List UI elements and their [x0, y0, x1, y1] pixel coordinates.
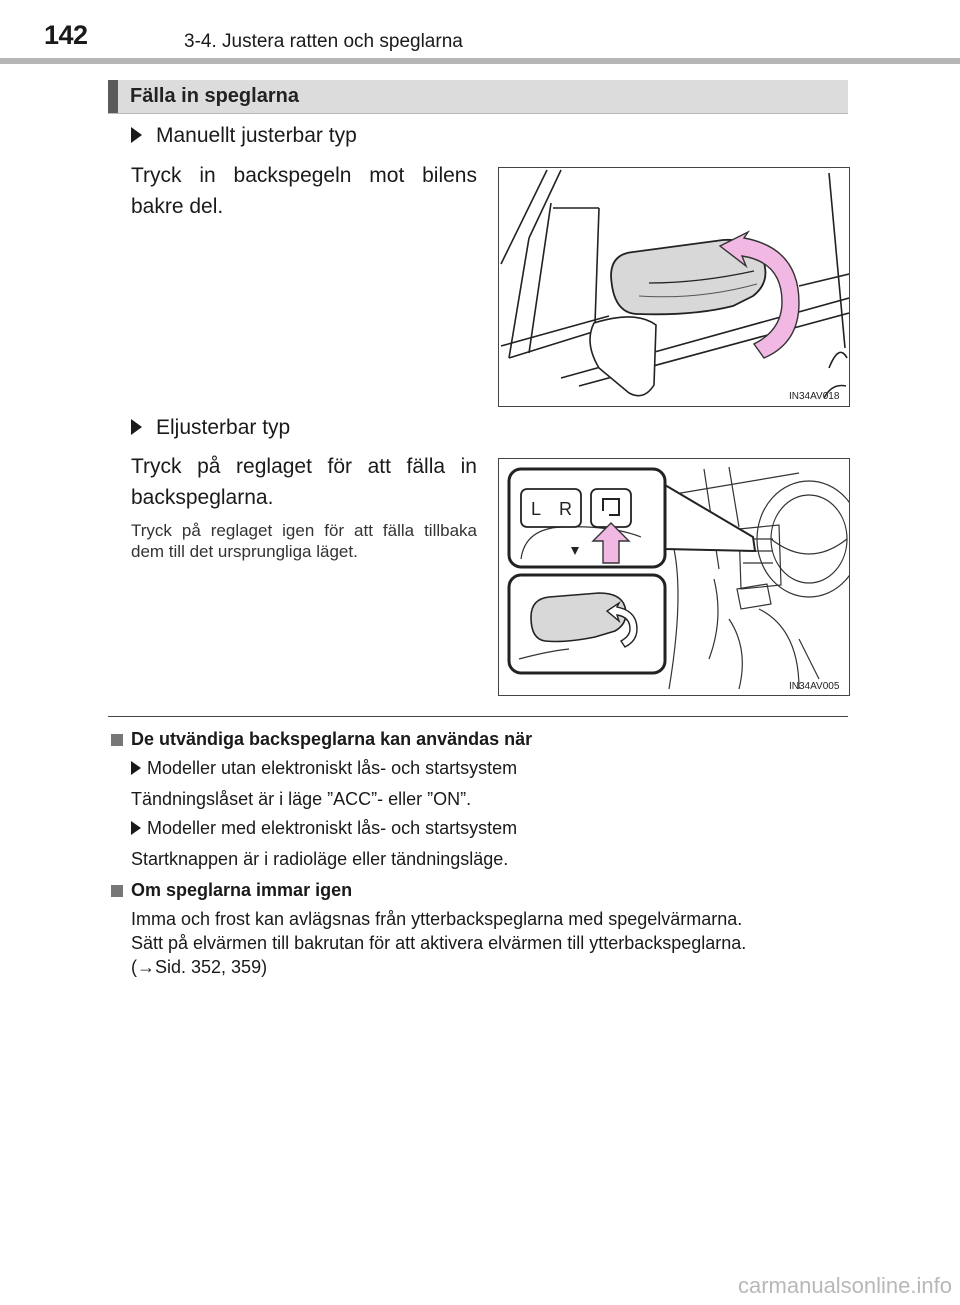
note-fog-line3: (→Sid. 352, 359) — [131, 957, 268, 977]
note-fog-line1: Imma och frost kan avlägsnas från ytterbackspeglarna med spegelvärmarna. — [131, 909, 743, 929]
electric-figure-code: IN34AV005 — [789, 681, 840, 692]
section-divider — [108, 716, 848, 717]
manual-type-text: Tryck in backspegeln mot bilens bakre del. — [131, 164, 477, 218]
note-fog-heading-text: Om speglarna immar igen — [131, 880, 353, 900]
manual-mirror-figure — [498, 167, 850, 407]
switch-label-right: R — [559, 499, 572, 519]
watermark: carmanualsonline.info — [737, 1273, 952, 1298]
switch-label-left: L — [531, 499, 542, 519]
chapter-title: 3-4. Justera ratten och speglarna — [184, 31, 463, 52]
manual-mirror-illustration — [499, 168, 849, 406]
note-usable-sub1 — [131, 758, 517, 779]
manual-type-heading-text: Manuellt justerbar typ — [156, 124, 357, 147]
square-bullet-icon — [111, 885, 123, 897]
page-number: 142 — [44, 20, 88, 50]
note-usable-text2: Startknappen är i radioläge eller tändningsläge. — [131, 849, 509, 869]
electric-type-text: Tryck på reglaget för att fälla in backspeglarna. — [131, 455, 477, 509]
electric-mirror-figure — [498, 458, 850, 696]
electric-type-note: Tryck på reglaget igen för att fälla tillbaka dem till det ursprungliga läget. — [131, 521, 477, 561]
note-fog-heading — [111, 880, 352, 901]
electric-type-heading-text: Eljusterbar typ — [156, 416, 291, 439]
note-usable-sub2 — [131, 818, 517, 839]
square-bullet-icon — [111, 734, 123, 746]
triangle-bullet-icon — [131, 419, 142, 435]
header-rule — [0, 58, 960, 64]
section-accent-bar — [108, 80, 118, 113]
triangle-bullet-icon — [131, 761, 141, 775]
section-title: Fälla in speglarna — [130, 85, 299, 107]
electric-type-heading — [131, 416, 290, 440]
note-usable-text1: Tändningslåset är i läge ”ACC”- eller ”ON”. — [131, 789, 472, 809]
note-usable-sub2-text: Modeller med elektroniskt lås- och startsystem — [147, 818, 518, 838]
section-title-box — [108, 80, 848, 114]
note-fog-line2: Sätt på elvärmen till bakrutan för att aktivera elvärmen till ytterbackspeglarna. — [131, 933, 747, 953]
note-usable-sub1-text: Modeller utan elektroniskt lås- och startsystem — [147, 758, 518, 778]
manual-type-heading — [131, 124, 357, 148]
triangle-bullet-icon — [131, 821, 141, 835]
note-usable-heading-text: De utvändiga backspeglarna kan användas när — [131, 729, 533, 749]
triangle-bullet-icon — [131, 127, 142, 143]
electric-mirror-illustration — [499, 459, 849, 695]
note-usable-heading — [111, 729, 532, 750]
manual-figure-code: IN34AV018 — [789, 391, 840, 402]
